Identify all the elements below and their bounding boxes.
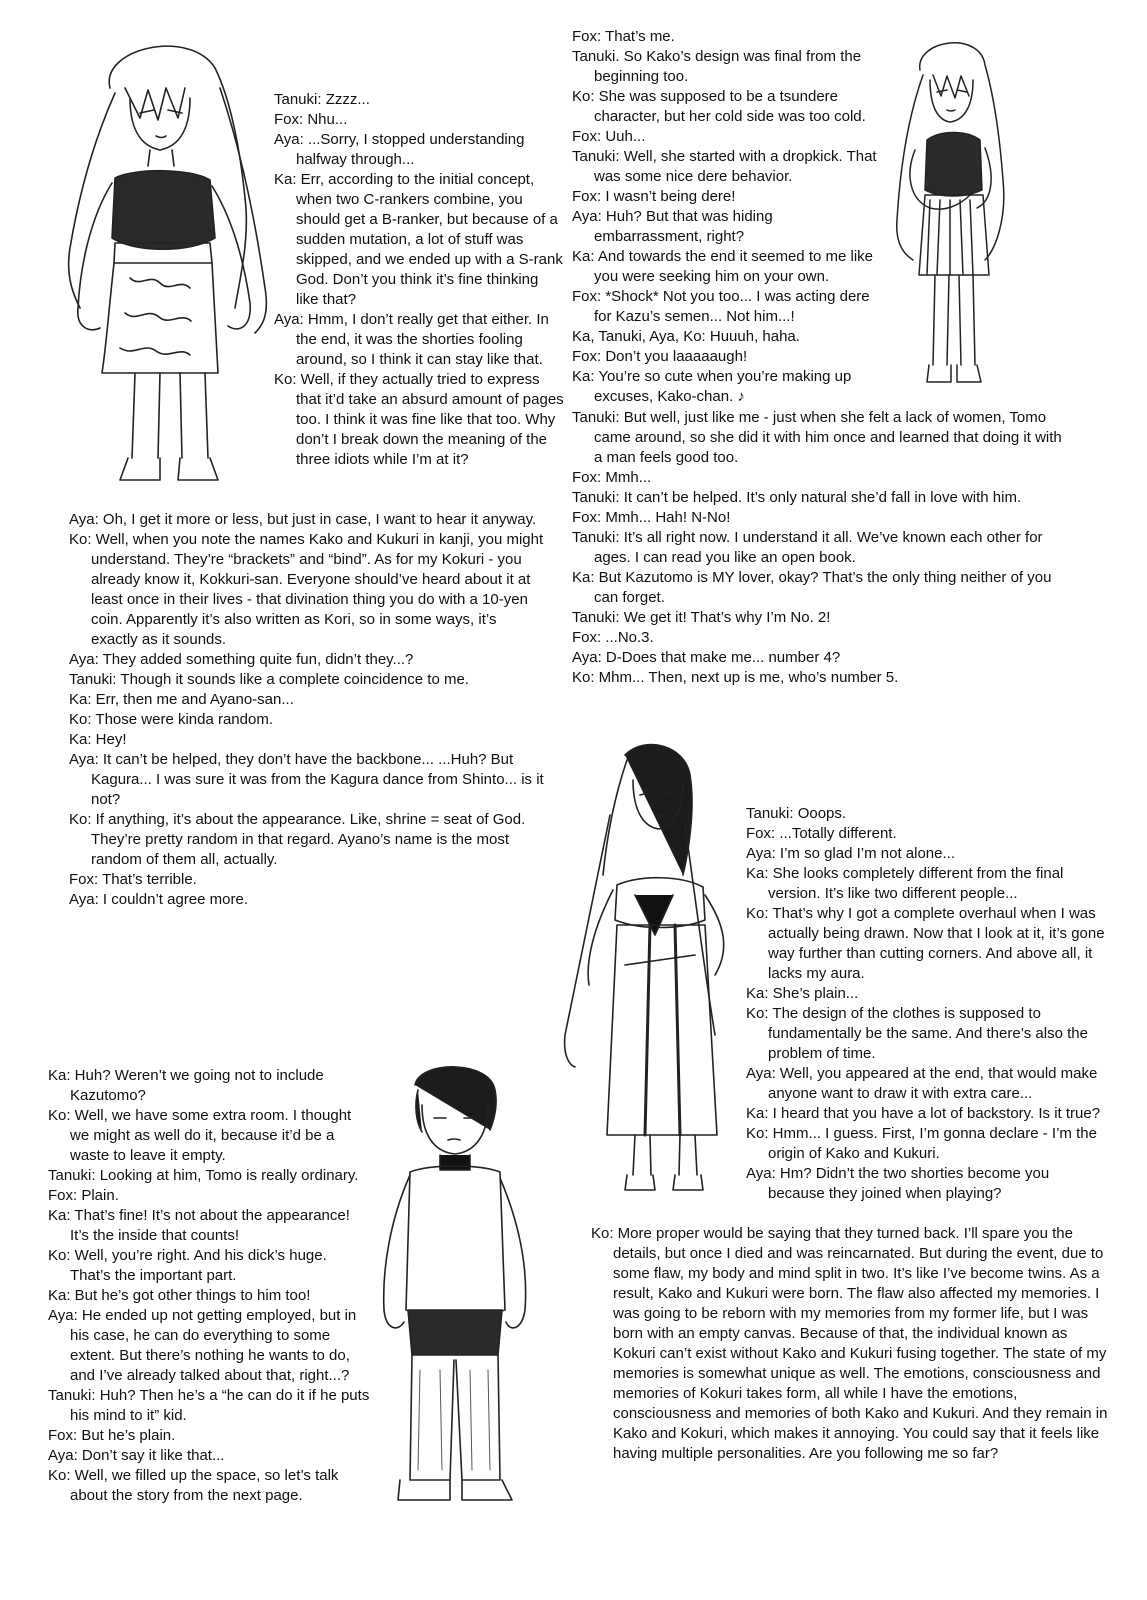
dialogue-line: Aya: Huh? But that was hiding embarrassment, right? — [572, 208, 773, 245]
dialogue-block-3 — [572, 27, 882, 407]
dialogue-line: Ka: I heard that you have a lot of backstory. Is it true? — [746, 1105, 1101, 1122]
dialogue-line: Ko: The design of the clothes is supposed to fundamentally be the same. And there’s also the problem of time. — [746, 1005, 1088, 1062]
dialogue-line: Ko: Mhm... Then, next up is me, who’s number 5. — [572, 669, 899, 686]
dialogue-line: Fox: *Shock* Not you too... I was acting dere for Kazu’s semen... Not him...! — [572, 288, 870, 325]
dialogue-line: Ko: Well, we have some extra room. I thought we might as well do it, because it’d be a waste to leave it empty. — [48, 1107, 352, 1164]
dialogue-line: Aya: Hm? Didn’t the two shorties become you because they joined when playing? — [746, 1165, 1050, 1202]
dialogue-line: Aya: ...Sorry, I stopped understanding halfway through... — [274, 131, 525, 168]
dialogue-line: Aya: He ended up not getting employed, but in his case, he can do everything to some extent. But there’s nothing he wants to do, and I’ve already talked about that, right...? — [48, 1307, 357, 1384]
dialogue-line: Tanuki: We get it! That’s why I’m No. 2! — [572, 609, 831, 626]
dialogue-line: Fox: That’s terrible. — [69, 871, 197, 888]
dialogue-line: Fox: ...No.3. — [572, 629, 654, 646]
dialogue-line: Ka: And towards the end it seemed to me like you were seeking him on your own. — [572, 248, 874, 285]
dialogue-line: Fox: Mmh... Hah! N-No! — [572, 509, 731, 526]
dialogue-line: Aya: It can’t be helped, they don’t have the backbone... ...Huh? But Kagura... I was sure it was from the Kagura dance from Shinto... is it not? — [69, 751, 544, 808]
dialogue-line: Tanuki: Ooops. — [746, 805, 847, 822]
dialogue-line: Tanuki: Looking at him, Tomo is really ordinary. — [48, 1167, 359, 1184]
dialogue-line: Ko: If anything, it’s about the appearance. Like, shrine = seat of God. They’re pretty random in that regard. Ayano’s name is the most random of them all, actually. — [69, 811, 526, 868]
dialogue-line: Tanuki. So Kako’s design was final from the beginning too. — [572, 48, 862, 85]
dialogue-line: Ka: You’re so cute when you’re making up excuses, Kako-chan. ♪ — [572, 368, 852, 405]
dialogue-line: Fox: I wasn’t being dere! — [572, 188, 736, 205]
dialogue-line: Ko: Those were kinda random. — [69, 711, 274, 728]
kazutomo-character-sketch — [370, 1060, 540, 1525]
kukuri-character-sketch — [885, 30, 1015, 400]
dialogue-line: Aya: Hmm, I don’t really get that either. In the end, it was the shorties fooling around, so I think it can stay like that. — [274, 311, 549, 368]
dialogue-line: Tanuki: It’s all right now. I understand it all. We’ve known each other for ages. I can read you like an open book. — [572, 529, 1043, 566]
dialogue-block-1 — [274, 90, 564, 470]
dialogue-line: Ka: Err, according to the initial concept, when two C-rankers combine, you should get a B-ranker, but because of a sudden mutation, a lot of stuff was skipped, and we ended up with a S-rank God. Don’t you think it’s fine thinking like that? — [274, 171, 563, 308]
dialogue-line: Fox: Mmh... — [572, 469, 652, 486]
dialogue-line: Ka: Huh? Weren’t we going not to include Kazutomo? — [48, 1067, 324, 1104]
dialogue-line: Tanuki: Zzzz... — [274, 91, 370, 108]
dialogue-line: Fox: ...Totally different. — [746, 825, 897, 842]
dialogue-line: Aya: Well, you appeared at the end, that would make anyone want to draw it with extra care... — [746, 1065, 1098, 1102]
dialogue-line: Tanuki: It can’t be helped. It’s only natural she’d fall in love with him. — [572, 489, 1022, 506]
dialogue-line: Aya: I couldn’t agree more. — [69, 891, 248, 908]
dialogue-block-7 — [48, 1066, 370, 1506]
dialogue-line: Ko: She was supposed to be a tsundere character, but her cold side was too cold. — [572, 88, 866, 125]
dialogue-line: Ko: Well, you’re right. And his dick’s huge. That’s the important part. — [48, 1247, 327, 1284]
dialogue-line: Ka: She’s plain... — [746, 985, 859, 1002]
dialogue-line: Aya: Don’t say it like that... — [48, 1447, 225, 1464]
dialogue-line: Ko: Well, when you note the names Kako and Kukuri in kanji, you might understand. They’re “brackets” and “bind”. As for my Kokuri - you already know it, Kokkuri-san. Everyone should’ve heard about it at least once in their lives - that divination thing you do with a 10-yen coin. Apparently it’s also written as Kori, so in some ways, it’s exactly as it sounds. — [69, 531, 544, 648]
kokuri-character-sketch — [555, 735, 745, 1200]
dialogue-line: Fox: That’s me. — [572, 28, 675, 45]
dialogue-line: Ka: But Kazutomo is MY lover, okay? That’s the only thing neither of you can forget. — [572, 569, 1052, 606]
dialogue-line: Fox: Nhu... — [274, 111, 348, 128]
dialogue-line: Fox: Don’t you laaaaaugh! — [572, 348, 748, 365]
dialogue-line: Ka: That’s fine! It’s not about the appearance! It’s the inside that counts! — [48, 1207, 350, 1244]
dialogue-line: Tanuki: Though it sounds like a complete coincidence to me. — [69, 671, 469, 688]
dialogue-line: Fox: Uuh... — [572, 128, 646, 145]
dialogue-line: Ka: Hey! — [69, 731, 127, 748]
dialogue-line: Ka: She looks completely different from the final version. It’s like two different people... — [746, 865, 1064, 902]
dialogue-line: Ko: That’s why I got a complete overhaul when I was actually being drawn. Now that I look at it, it’s gone way further than cutting corners. And above all, it lacks my aura. — [746, 905, 1105, 982]
dialogue-line: Ko: More proper would be saying that they turned back. I’ll spare you the details, but once I died and was reincarnated. But during the event, due to some flaw, my body and mind split in two. It’s like I’ve become twins. As a result, Kako and Kukuri were born. The flaw also affected my memories. I was going to be reborn with my memories from my former life, but I was born with an empty canvas. Because of that, the individual known as Kokuri can’t exist without Kako and Kukuri fusing together. The state of my memories is somewhat unique as well. The emotions, consciousness and memories of Kokuri takes form, all while I have the emotions, consciousness and memories of both Kako and Kukuri. And they remain in Kako and Kokuri, which makes it annoying. You could say that it feels like having multiple personalities. Are you following me so far? — [591, 1225, 1108, 1462]
dialogue-line: Ko: Well, we filled up the space, so let’s talk about the story from the next page. — [48, 1467, 339, 1504]
dialogue-line: Ko: Hmm... I guess. First, I’m gonna declare - I’m the origin of Kako and Kukuri. — [746, 1125, 1097, 1162]
dialogue-line: Ka: But he’s got other things to him too! — [48, 1287, 311, 1304]
dialogue-block-5 — [746, 804, 1106, 1204]
dialogue-line: Tanuki: Huh? Then he’s a “he can do it if he puts his mind to it” kid. — [48, 1387, 370, 1424]
dialogue-line: Ko: Well, if they actually tried to express that it’d take an absurd amount of pages too. I think it was fine like that too. Why don’t I break down the meaning of the three idiots while I’m at it? — [274, 371, 564, 468]
dialogue-line: Ka, Tanuki, Aya, Ko: Huuuh, haha. — [572, 328, 800, 345]
dialogue-line: Aya: I’m so glad I’m not alone... — [746, 845, 955, 862]
dialogue-line: Aya: D-Does that make me... number 4? — [572, 649, 841, 666]
dialogue-block-4 — [572, 408, 1062, 688]
dialogue-line: Tanuki: Well, she started with a dropkick. That was some nice dere behavior. — [572, 148, 877, 185]
dialogue-block-2 — [69, 510, 544, 910]
dialogue-line: Ka: Err, then me and Ayano-san... — [69, 691, 294, 708]
dialogue-line: Fox: But he’s plain. — [48, 1427, 176, 1444]
kako-character-sketch — [40, 28, 275, 493]
dialogue-line: Tanuki: But well, just like me - just when she felt a lack of women, Tomo came around, so she did it with him once and learned that doing it with a man feels good too. — [572, 409, 1062, 466]
dialogue-line: Aya: They added something quite fun, didn’t they...? — [69, 651, 414, 668]
dialogue-line: Fox: Plain. — [48, 1187, 119, 1204]
dialogue-block-6 — [591, 1224, 1111, 1464]
dialogue-line: Aya: Oh, I get it more or less, but just in case, I want to hear it anyway. — [69, 511, 537, 528]
